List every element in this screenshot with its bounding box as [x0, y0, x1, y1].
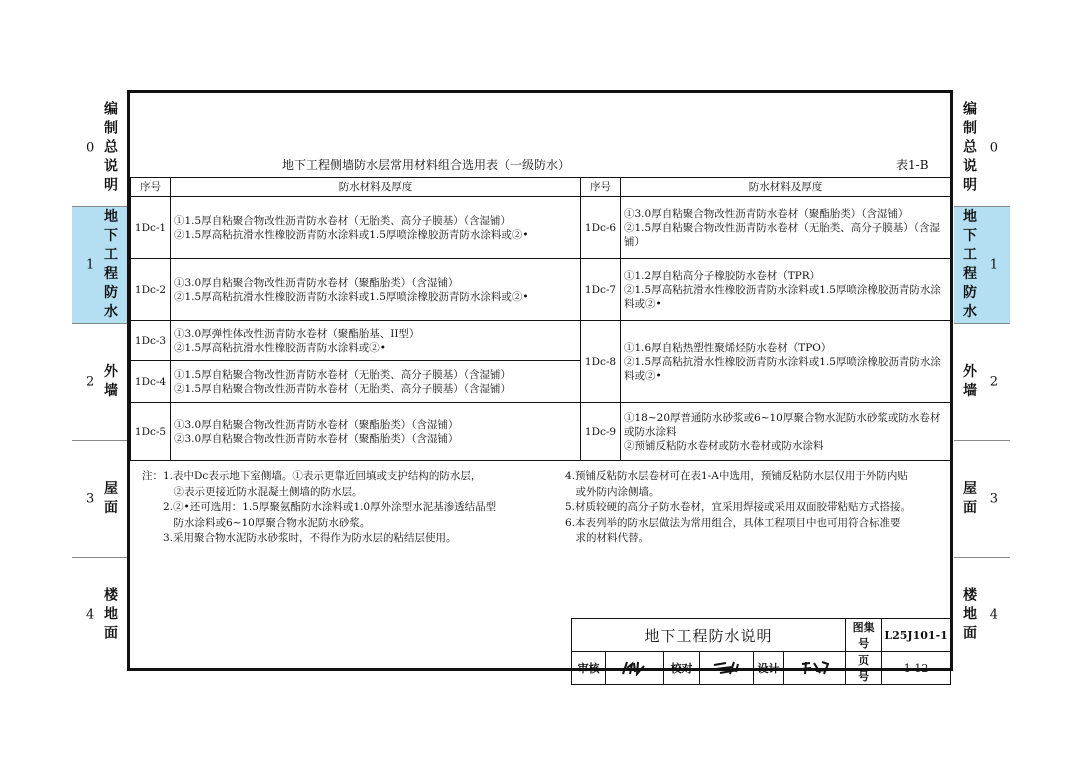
- row-code: 1Dc-9: [581, 403, 621, 461]
- row-code: 1Dc-2: [131, 259, 171, 321]
- drawing-title: 地下工程防水说明: [572, 619, 846, 652]
- material-line: ①3.0厚自粘聚合物改性沥青防水卷材（聚酯胎类）（含湿铺）: [174, 276, 459, 289]
- side-tab-label: 编制总说明: [963, 101, 977, 194]
- note-line: 防水涂料或6~10厚聚合物水泥防水砂浆。: [142, 516, 371, 529]
- side-tab-2[interactable]: [954, 324, 1010, 441]
- notes-right: [565, 469, 911, 547]
- material-line: ①1.5厚自粘聚合物改性沥青防水卷材（无胎类、高分子膜基）（含湿铺）: [174, 368, 511, 381]
- row-material: [621, 403, 951, 461]
- row-code: 1Dc-8: [581, 321, 621, 403]
- design-signature: [784, 652, 846, 685]
- material-line: ②3.0厚自粘聚合物改性沥青防水卷材（聚酯胎类）（含湿铺）: [174, 432, 459, 445]
- row-material: [171, 259, 581, 321]
- row-code: 1Dc-6: [581, 197, 621, 259]
- note-line: 求的材料代替。: [565, 532, 649, 544]
- side-tab-0[interactable]: [954, 90, 1010, 207]
- side-tab-number: 2: [86, 374, 95, 390]
- signature-icon: [800, 660, 830, 676]
- side-tab-number: 2: [989, 374, 998, 390]
- row-material: [171, 197, 581, 259]
- note-line: 4.预铺反粘防水层卷材可在表1-A中选用，预铺反粘防水层仅用于外防内贴: [565, 470, 908, 482]
- header-material: 防水材料及厚度: [621, 178, 951, 197]
- material-line: ②1.5厚高粘抗滑水性橡胶沥青防水涂料或1.5厚喷涂橡胶沥青防水涂料或②•: [624, 355, 941, 382]
- review-label: 审核: [572, 652, 606, 685]
- row-code: 1Dc-1: [131, 197, 171, 259]
- material-line: ②1.5厚自粘聚合物改性沥青防水卷材（无胎类、高分子膜基）（含湿铺）: [174, 382, 511, 395]
- note-line: 6.本表列举的防水层做法为常用组合，具体工程项目中也可用符合标准要: [565, 516, 901, 529]
- row-material: [171, 361, 581, 403]
- material-line: ②1.5厚高粘抗滑水性橡胶沥青防水涂料或1.5厚喷涂橡胶沥青防水涂料或②•: [174, 290, 529, 303]
- side-tab-1[interactable]: [72, 207, 128, 324]
- side-tab-label: 屋面: [104, 481, 118, 516]
- side-tab-number: 1: [989, 257, 998, 273]
- check-label: 校对: [664, 652, 700, 685]
- note-line: ②表示更接近防水混凝土侧墙的防水层。: [142, 485, 363, 498]
- side-tab-2[interactable]: [72, 324, 128, 441]
- row-code: 1Dc-7: [581, 259, 621, 321]
- review-signature: [606, 652, 664, 685]
- side-tab-label: 楼地面: [104, 587, 118, 641]
- material-line: ②预铺反粘防水卷材或防水卷材或防水涂料: [624, 439, 824, 452]
- side-tab-1[interactable]: [954, 207, 1010, 324]
- material-line: ①3.0厚自粘聚合物改性沥青防水卷材（聚酯胎类）（含湿铺）: [174, 418, 459, 431]
- material-line: ①18~20厚普通防水砂浆或6~10厚聚合物水泥防水砂浆或防水卷材或防水涂料: [624, 411, 941, 438]
- check-signature: [700, 652, 754, 685]
- table-row: [131, 197, 951, 259]
- side-tab-number: 3: [86, 491, 95, 507]
- side-tab-0[interactable]: [72, 90, 128, 207]
- side-tab-3[interactable]: [954, 441, 1010, 558]
- atlas-number: L25J101-1: [882, 619, 951, 652]
- table-title: 地下工程侧墙防水层常用材料组合选用表（一级防水）: [282, 158, 571, 172]
- table-row: [131, 259, 951, 321]
- row-code: 1Dc-3: [131, 321, 171, 361]
- table-header-row: [131, 178, 951, 197]
- page-label: 页 号: [846, 652, 882, 685]
- signature-icon: [620, 660, 650, 676]
- note-line: 5.材质较硬的高分子防水卷材，宜采用焊接或采用双面胶带粘贴方式搭接。: [565, 501, 912, 513]
- side-tab-4[interactable]: [954, 558, 1010, 671]
- row-material: [171, 403, 581, 461]
- notes-left: [142, 469, 496, 547]
- row-code: 1Dc-5: [131, 403, 171, 461]
- side-tab-label: 地下工程防水: [104, 209, 118, 320]
- side-tab-label: 楼地面: [963, 587, 977, 641]
- material-line: ②1.5厚高粘抗滑水性橡胶沥青防水涂料或1.5厚喷涂橡胶沥青防水涂料或②•: [174, 228, 529, 241]
- side-tab-number: 1: [86, 257, 95, 273]
- side-tab-label: 编制总说明: [104, 101, 118, 194]
- header-seq: 序号: [581, 178, 621, 197]
- material-line: ②1.5厚高粘抗滑水性橡胶沥青防水涂料或②•: [174, 341, 386, 354]
- atlas-label: 图集号: [846, 619, 882, 652]
- table-row: [131, 403, 951, 461]
- material-line: ②1.5厚自粘聚合物改性沥青防水卷材（无胎类、高分子膜基）（含湿铺）: [624, 221, 940, 248]
- title-block: [571, 618, 951, 685]
- note-line: 3.采用聚合物水泥防水砂浆时，不得作为防水层的粘结层使用。: [142, 532, 457, 544]
- table-number: 表1-B: [896, 158, 929, 172]
- side-tab-label: 屋面: [963, 481, 977, 516]
- design-label: 设计: [754, 652, 784, 685]
- note-line: 或外防内涂侧墙。: [565, 485, 660, 498]
- side-tab-label: 外墙: [104, 364, 118, 399]
- row-material: [621, 321, 951, 403]
- page-number: 1-12: [882, 652, 951, 685]
- material-line: ①1.6厚自粘热塑性聚烯烃防水卷材（TPO）: [624, 341, 832, 354]
- row-code: 1Dc-4: [131, 361, 171, 403]
- materials-table: [130, 177, 951, 461]
- header-material: 防水材料及厚度: [171, 178, 581, 197]
- side-tab-label: 外墙: [963, 364, 977, 399]
- side-tab-4[interactable]: [72, 558, 128, 671]
- side-tab-number: 0: [86, 140, 95, 156]
- row-material: [621, 259, 951, 321]
- note-line: 2.②•还可选用：1.5厚聚氨酯防水涂料或1.0厚外涂型水泥基渗透结晶型: [142, 501, 497, 513]
- signature-icon: [712, 660, 742, 676]
- side-tab-number: 0: [989, 140, 998, 156]
- header-seq: 序号: [131, 178, 171, 197]
- material-line: ②1.5厚高粘抗滑水性橡胶沥青防水涂料或1.5厚喷涂橡胶沥青防水涂料或②•: [624, 283, 941, 310]
- material-line: ①3.0厚弹性体改性沥青防水卷材（聚酯胎基、II型）: [174, 327, 420, 340]
- note-line: 注：1.表中Dc表示地下室侧墙。①表示更靠近回填或支护结构的防水层，: [142, 470, 482, 482]
- material-line: ①1.2厚自粘高分子橡胶防水卷材（TPR）: [624, 269, 821, 282]
- row-material: [171, 321, 581, 361]
- row-material: [621, 197, 951, 259]
- side-tab-number: 4: [989, 607, 998, 622]
- side-tab-label: 地下工程防水: [963, 209, 977, 320]
- material-line: ①1.5厚自粘聚合物改性沥青防水卷材（无胎类、高分子膜基）（含湿铺）: [174, 214, 511, 227]
- side-tab-number: 4: [86, 607, 95, 622]
- material-line: ①3.0厚自粘聚合物改性沥青防水卷材（聚酯胎类）（含湿铺）: [624, 207, 909, 220]
- side-tab-number: 3: [989, 491, 998, 507]
- table-row: [131, 321, 951, 361]
- side-tab-3[interactable]: [72, 441, 128, 558]
